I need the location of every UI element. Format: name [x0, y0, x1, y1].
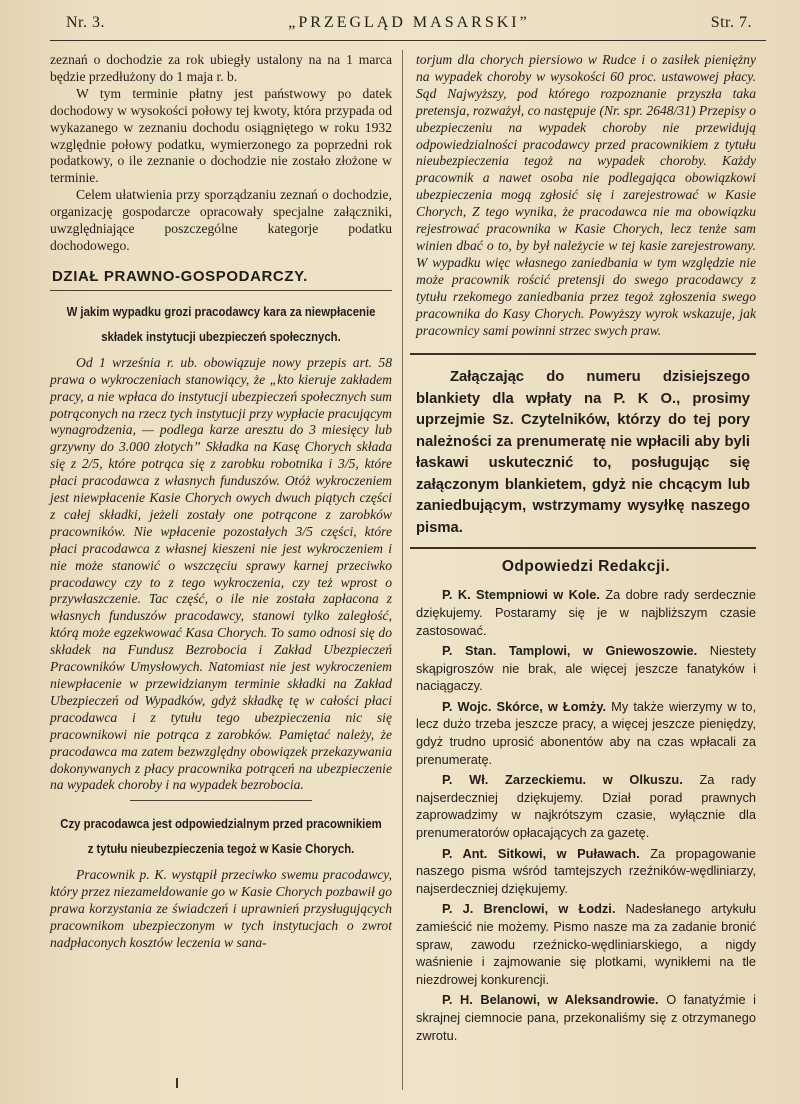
article-body-liability: Pracownik p. K. wystąpił przeciwko swemu pracodawcy, który przez niezameldowanie go w Kasie Chorych pozbawił go prawa korzystania ze świadczeń i uprawnień przysługujących pracownikom ubezpieczonym w tych instytucjach o zwrot nadpłaconych kosztów leczenia w sana- — [50, 867, 392, 950]
reply-recipient: P. Wł. Zarzeckiemu. w Olkuszu. — [442, 772, 683, 788]
replies-list — [416, 586, 756, 1044]
reply-text: Za rady najserdeczniej dziękujemy. Dział porad prawnych zaprowadzimy w najkrótszym czasie, wyłącznie dla prenumeratorów opłacających za gazetę. — [416, 772, 756, 841]
paragraph-tax-deadline: zeznań o dochodzie za rok ubiegły ustalony na na 1 marca będzie przedłużony do 1 maja r. b. — [50, 52, 392, 84]
list-item — [416, 771, 756, 841]
paragraph-tax-payment: W tym terminie płatny jest państwowy po datek dochodowy w wysokości połowy tej kwoty, która przypada od wykazanego w zeznaniu dochodu osiągniętego w roku 1932 względnie połowy podatku, wymierzonego za poprzedni rok podatkowy, o ile zeznanie o dochodzie nie zostało złożone w terminie. — [50, 85, 392, 186]
page-header — [58, 12, 760, 38]
paragraph-tax-attachments: Celem ułatwienia przy sporządzaniu zeznań o dochodzie, organizację gospodarcze opracowały specjalne załączniki, uwzględniające poszczególne kategorje podatku dochodowego. — [50, 187, 392, 253]
reply-recipient: P. Stan. Tamplowi, w Gniewoszowie. — [442, 643, 698, 659]
list-item — [416, 900, 756, 988]
newspaper-title: „PRZEGLĄD MASARSKI” — [288, 14, 530, 31]
reply-text: Niestety skąpigroszów nie brak, ale więcej jeszcze fanatyków i naciągaczy. — [416, 643, 756, 694]
reply-text: O fanatyźmie i skrajnej ciemnocie pana, przekonaliśmy się z otrzymanego zwrotu. — [416, 992, 757, 1043]
reply-text: Nadesłanego artykułu zamieścić nie możemy. Pismo nasze ma za zadanie bronić spraw, zawodu rzeźnicko-wędliniarskiego, a nigdy waśnienie i zajmowanie się plotkami, wynikłemi na tle niezdrowej konkurencji. — [416, 901, 756, 987]
left-column — [50, 52, 392, 952]
right-column — [416, 52, 756, 1047]
article-title-penalty — [60, 299, 382, 349]
article-title-liability — [60, 811, 382, 861]
subscription-notice-box — [410, 353, 756, 549]
section-title: DZIAŁ PRAWNO-GOSPODARCZY. — [52, 267, 308, 285]
article-separator — [130, 800, 312, 801]
reply-text: Za dobre rady serdecznie dziękujemy. Postaramy się je w najbliższym czasie zastosować. — [416, 587, 757, 638]
section-rule — [50, 290, 392, 291]
replies-title: Odpowiedzi Redakcji. — [501, 558, 671, 576]
header-rule — [50, 40, 766, 41]
subscription-notice — [416, 367, 750, 539]
reply-recipient: P. Wojc. Skórce, w Łomży. — [442, 698, 607, 714]
list-item — [416, 845, 756, 898]
page-number: Str. 7. — [710, 14, 752, 31]
reply-recipient: P. J. Brenclowi, w Łodzi. — [442, 901, 616, 917]
issue-number: Nr. 3. — [66, 14, 105, 31]
column-divider — [402, 50, 403, 1090]
article-title-line: z tytułu nieubezpieczenia tegoż w Kasie Chorych. — [87, 841, 355, 857]
reply-recipient: P. Ant. Sitkowi, w Puławach. — [442, 845, 640, 861]
article-title-line: Czy pracodawca jest odpowiedzialnym przed pracownikiem — [60, 816, 382, 832]
list-item — [416, 698, 756, 768]
reply-text: Za propagowanie naszego pisma wśród tamtejszych rzeźników-wędliniarzy, najserdeczniej dziękujemy. — [416, 845, 757, 896]
list-item — [416, 991, 756, 1044]
print-mark — [176, 1078, 178, 1088]
article-body-liability-continued: torjum dla chorych piersiowo w Rudce i o zasiłek pieniężny na wypadek choroby w wysokości 60 proc. ustawowej płacy. Sąd Najwyższy, pod którego rozpoznanie przyszła taka pretensja, rozważył, co następuje (Nr. spr. 2648/31) Przepisy o ubezpieczeniu na wypadek choroby nie przewidują odpowiedzialności pracodawcy przed pracownikiem z tytułu nieubezpieczenia tegoż na wypadek choroby. Każdy pracownik a nawet osoba nie podlegająca obowiązkowi ubezpieczenia mogą zgłosić się i zarejestrować w Kasie Chorych, Z tego wynika, że pracodawca nie ma obowiązku rejestrować pracownika w Kasie Chorych, lecz tenże sam winien dbać o to, by był należycie w tej kasie zarejestrowany. W wypadku więc własnego zaniedbania w tym względzie nie może pracownik rościć pretensji do swego pracodawcy z tytułu rzekomego zaniedbania przez tegoż zgłoszenia swego pracownika do Kasy Chorych. Powyższy wyrok wskazuje, jak pracownicy sami powinni strzec swych praw. — [416, 52, 756, 338]
list-item — [416, 642, 756, 695]
article-body-penalty: Od 1 września r. ub. obowiązuje nowy przepis art. 58 prawa o wykroczeniach stanowiący, że „kto kieruje zakładem pracy, a nie wpłaca do instytucji ubezpieczeń społecznych sum potrąconych na rzecz tych instytucji przy wypłacie pracującym wynagrodzenia, — podlega karze aresztu do 3 miesięcy lub grzywny do 3.000 złotych” Składka na Kasę Chorych składa się z 2/5, które potrąca się z zarobku robotnika i 3/5, które płaci pracodawca z własnych funduszów. Otóż wykroczeniem jest niewpłacenie Kasie Chorych owych dwuch piątych części z całej składki, jeżeli zostały one potrącone z zarobków pracowników. Nie wpłacenie pozostałych 3/5 części, które płaci pracodawca z własnej kieszeni nie jest wykroczeniem i nie może stanowić o wszczęciu sprawy karnej przeciwko pracodawcy czy to z tego wykroczenia, czy też wprost o przywłaszczenie. Tac część, o ile nie została zapłacona z własnych funduszów pracodawcy, stanowi tylko zaległość, którą może egzekwować Kasa Chorych. To samo odnosi się do składek na Fundusz Bezrobocia i Zakład Ubezpieczeń Pracowników Umysłowych. Natomiast nie jest wykroczeniem niewpłacenie w przewidzianym terminie składki na Zakład Ubezpieczeń od Wypadków, gdyż składkę tę w całości płaci pracodawca i z tytułu tego ubezpieczenia nic się pracownikowi nie potrąca z zarobków. Pamiętać należy, że pracodawca ma zatem bezwzględny obowiązek przekazywania dokonywanych z płacy pracownika potrąceń na ubezpieczenie na wypadek choroby i na wypadek bezrobocia. — [50, 354, 392, 793]
subscription-notice-text: Załączając do numeru dzisiejszego blankiety dla wpłaty na P. K O., prosimy uprzejmie Sz. Czytelników, którzy do tej pory należności za prenumeratę nie wpłacili aby byli łaskawi uskutecznić to, posługując się załączonym blankietem, gdyż nie chcącym lub zaniedbującym, wstrzymamy wysyłkę naszego pisma. — [416, 369, 750, 536]
list-item — [416, 586, 756, 639]
reply-recipient: P. H. Belanowi, w Aleksandrowie. — [442, 992, 659, 1008]
article-title-line: składek instytucji ubezpieczeń społecznych. — [101, 328, 341, 344]
article-title-line: W jakim wypadku grozi pracodawcy kara za niewpłacenie — [66, 303, 376, 319]
reply-recipient: P. K. Stempniowi w Kole. — [442, 587, 600, 603]
reply-text: My także wierzymy w to, lecz dużo trzeba jeszcze pracy, a więcej jeszcze pieniędzy, gdyż trudno uprosić abonentów aby na czas wpłacali za prenumeratę. — [416, 698, 756, 767]
